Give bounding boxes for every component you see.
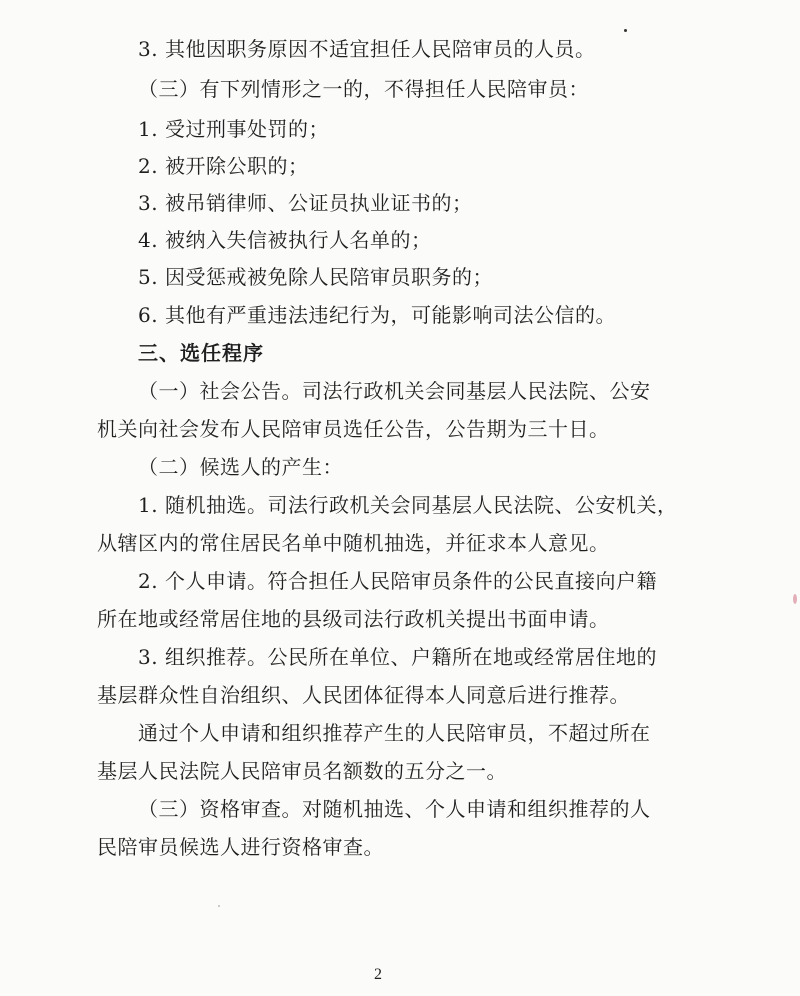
paragraph-line: 民陪审员候选人进行资格审查。: [97, 835, 384, 859]
list-item: 3. 被吊销律师、公证员执业证书的；: [138, 191, 473, 215]
paragraph-line: 2. 个人申请。符合担任人民陪审员条件的公民直接向户籍: [138, 569, 657, 593]
list-item: 2. 被开除公职的；: [138, 154, 309, 178]
paragraph-line: 3. 其他因职务原因不适宜担任人民陪审员的人员。: [138, 37, 596, 61]
list-item: 6. 其他有严重违法违纪行为，可能影响司法公信的。: [138, 303, 616, 327]
paragraph-line: （一）社会公告。司法行政机关会同基层人民法院、公安: [138, 379, 651, 403]
paragraph-line: （三）有下列情形之一的，不得担任人民陪审员：: [138, 77, 589, 101]
scan-mark: [793, 594, 797, 604]
paragraph-line: （三）资格审查。对随机抽选、个人申请和组织推荐的人: [138, 797, 651, 821]
scan-speck: [218, 905, 220, 907]
list-item: 4. 被纳入失信被执行人名单的；: [138, 228, 432, 252]
paragraph-line: 通过个人申请和组织推荐产生的人民陪审员，不超过所在: [138, 721, 651, 745]
scan-speck: [624, 29, 627, 32]
paragraph-line: 机关向社会发布人民陪审员选任公告，公告期为三十日。: [97, 417, 610, 441]
paragraph-line: 所在地或经常居住地的县级司法行政机关提出书面申请。: [97, 607, 610, 631]
paragraph-line: 3. 组织推荐。公民所在单位、户籍所在地或经常居住地的: [138, 645, 657, 669]
paragraph-line: 1. 随机抽选。司法行政机关会同基层人民法院、公安机关，: [138, 493, 678, 517]
list-item: 5. 因受惩戒被免除人民陪审员职务的；: [138, 265, 493, 289]
list-item: 1. 受过刑事处罚的；: [138, 117, 329, 141]
paragraph-line: （二）候选人的产生：: [138, 455, 343, 479]
section-heading: 三、选任程序: [138, 341, 264, 365]
page-number: 2: [374, 966, 382, 983]
paragraph-line: 基层人民法院人民陪审员名额数的五分之一。: [97, 759, 507, 783]
paragraph-line: 从辖区内的常住居民名单中随机抽选，并征求本人意见。: [97, 531, 610, 555]
paragraph-line: 基层群众性自治组织、人民团体征得本人同意后进行推荐。: [97, 683, 630, 707]
